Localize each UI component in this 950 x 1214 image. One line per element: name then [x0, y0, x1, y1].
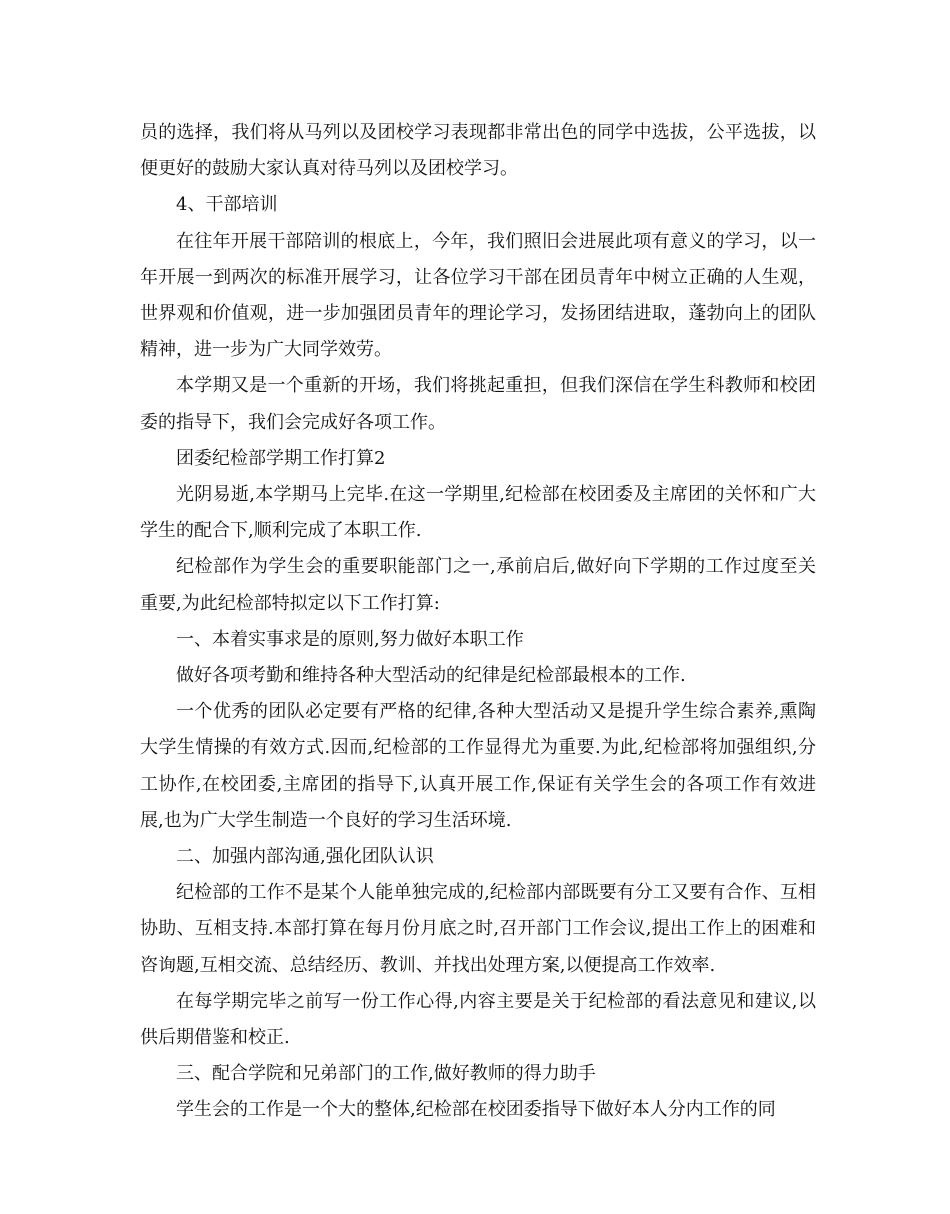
paragraph-7: 一个优秀的团队必定要有严格的纪律,各种大型活动又是提升学生综合素养,熏陶大学生情操的有效方式.因而,纪检部的工作显得尤为重要.为此,纪检部将加强组织,分工协作,在校团委,主席团的指导下,认真开展工作,保证有关学生会的各项工作有效进展,也为广大学生制造一个良好的学习生活环境. — [140, 701, 816, 831]
paragraph-4: 光阴易逝,本学期马上完毕.在这一学期里,纪检部在校团委及主席团的关怀和广大学生的配合下,顺利完成了本职工作. — [140, 484, 816, 542]
section-heading-1: 一、本着实事求是的原则,努力做好本职工作 — [176, 628, 524, 650]
section-heading-2: 二、加强内部沟通,强化团队认识 — [176, 846, 434, 868]
document-title-2: 团委纪检部学期工作打算2 — [176, 447, 386, 469]
paragraph-1: 员的选择，我们将从马列以及团校学习表现都非常出色的同学中选拔，公平选拔，以便更好的鼓励大家认真对待马列以及团校学习。 — [140, 122, 816, 180]
paragraph-6: 做好各项考勤和维持各种大型活动的纪律是纪检部最根本的工作. — [176, 665, 686, 687]
paragraph-3: 本学期又是一个重新的开场，我们将挑起重担，但我们深信在学生科教师和校团委的指导下，我们会完成好各项工作。 — [140, 375, 816, 433]
paragraph-2: 在往年开展干部陪训的根底上，今年，我们照旧会进展此项有意义的学习，以一年开展一到两次的标准开展学习，让各位学习干部在团员青年中树立正确的人生观，世界观和价值观，进一步加强团员青年的理论学习，发扬团结进取，蓬勃向上的团队精神，进一步为广大同学效劳。 — [140, 230, 816, 361]
paragraph-8: 纪检部的工作不是某个人能单独完成的,纪检部内部既要有分工又要有合作、互相协助、互相支持.本部打算在每月份月底之时,召开部门工作会议,提出工作上的困难和咨询题,互相交流、总结经历、教训、并找出处理方案,以便提高工作效率. — [140, 882, 816, 976]
paragraph-10: 学生会的工作是一个大的整体,纪检部在校团委指导下做好本人分内工作的同 — [176, 1099, 776, 1121]
document-page — [140, 115, 816, 1129]
section-heading-cadre-training: 4、干部培训 — [176, 194, 278, 216]
paragraph-5: 纪检部作为学生会的重要职能部门之一,承前启后,做好向下学期的工作过度至关重要,为此纪检部特拟定以下工作打算: — [140, 556, 816, 614]
paragraph-9: 在每学期完毕之前写一份工作心得,内容主要是关于纪检部的看法意见和建议,以供后期借鉴和校正. — [140, 990, 816, 1049]
section-heading-3: 三、配合学院和兄弟部门的工作,做好教师的得力助手 — [176, 1063, 596, 1085]
